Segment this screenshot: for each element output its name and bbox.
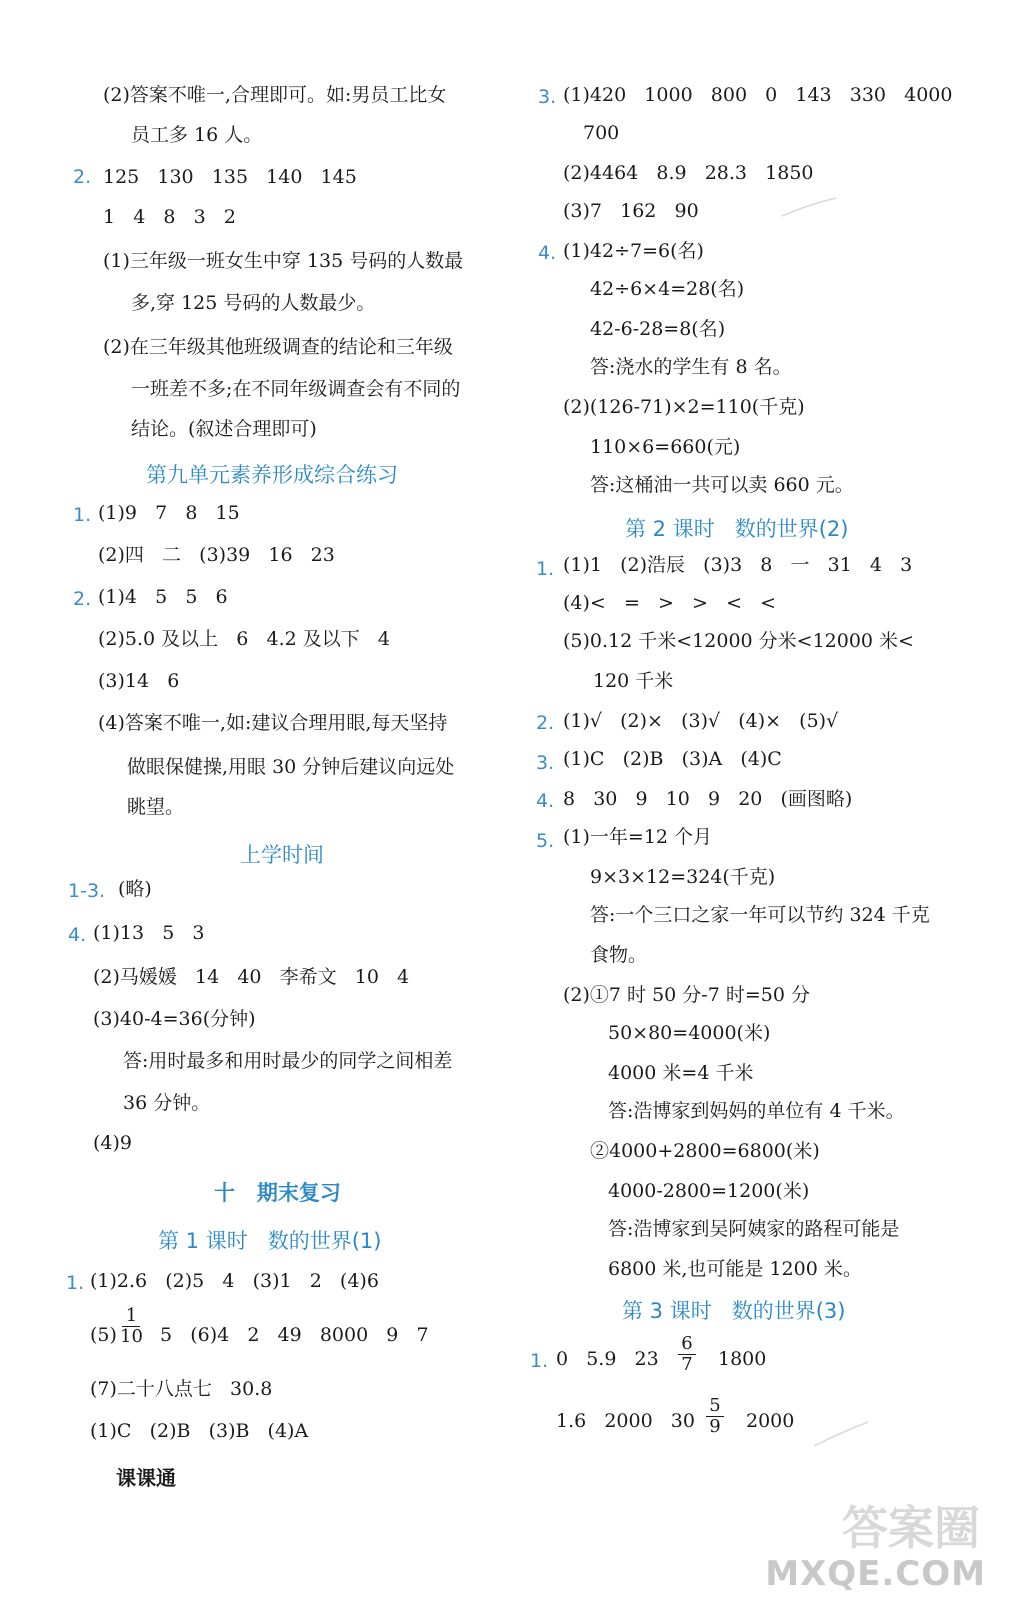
answer-line: 1800	[718, 1348, 767, 1370]
answer-line: 答:这桶油一共可以卖 660 元。	[590, 474, 854, 496]
answer-line: 1.6 2000 30	[556, 1410, 695, 1432]
answer-line: (5)0.12 千米<12000 分米<12000 米<	[563, 630, 914, 652]
answer-line: 42÷6×4=28(名)	[590, 278, 745, 300]
answer-line: (2)马媛媛 14 40 李希文 10 4	[93, 966, 410, 988]
question-number: 1.	[536, 558, 555, 580]
answer-line: 答:浩博家到吴阿姨家的路程可能是	[608, 1218, 900, 1240]
answer-line: 6800 米,也可能是 1200 米。	[608, 1258, 862, 1280]
answer-line: (1)9 7 8 15	[98, 502, 240, 524]
answer-line: ②4000+2800=6800(米)	[590, 1140, 820, 1162]
fraction	[706, 1396, 724, 1437]
chapter-heading: 十 期末复习	[214, 1181, 341, 1205]
answer-line: 答:用时最多和用时最少的同学之间相差	[123, 1050, 453, 1072]
answer-line: (1)三年级一班女生中穿 135 号码的人数最	[103, 250, 464, 272]
answer-line: (略)	[118, 878, 152, 900]
fraction	[120, 1306, 143, 1347]
answer-line: 食物。	[590, 944, 648, 966]
answer-line: 一班差不多;在不同年级调查会有不同的	[131, 378, 461, 400]
answer-line: 0 5.9 23	[556, 1348, 659, 1370]
answer-line: (1)42÷7=6(名)	[563, 240, 704, 262]
answer-line: 答:浇水的学生有 8 名。	[590, 356, 792, 378]
question-number: 3.	[538, 86, 557, 108]
answer-line: (2)(126-71)×2=110(千克)	[563, 396, 805, 418]
answer-line: (4)9	[93, 1132, 133, 1154]
question-number: 2.	[536, 712, 555, 734]
answer-line: (2)答案不唯一,合理即可。如:男员工比女	[103, 84, 447, 106]
answer-line: (2)四 二 (3)39 16 23	[98, 544, 335, 566]
answer-line: (1)13 5 3	[93, 922, 205, 944]
question-number: 2.	[73, 588, 92, 610]
answer-line: (1)C (2)B (3)A (4)C	[563, 748, 782, 770]
question-number: 4.	[538, 242, 557, 264]
fraction-denominator: 9	[709, 1416, 721, 1437]
fraction-numerator: 5	[709, 1395, 721, 1416]
question-number: 1-3.	[68, 880, 106, 902]
question-number: 4.	[536, 790, 555, 812]
answer-line: (4)答案不唯一,如:建议合理用眼,每天坚持	[98, 712, 448, 734]
answer-line: (1)1 (2)浩辰 (3)3 8 一 31 4 3	[563, 554, 913, 576]
answer-line: (5)	[90, 1324, 117, 1346]
question-number: 2.	[73, 166, 92, 188]
answer-line: 做眼保健操,用眼 30 分钟后建议向远处	[127, 756, 455, 778]
lesson-heading: 第 1 课时 数的世界(1)	[158, 1229, 382, 1253]
question-number: 1.	[73, 504, 92, 526]
answer-line: (1)C (2)B (3)B (4)A	[90, 1420, 309, 1442]
answer-line: 多,穿 125 号码的人数最少。	[131, 292, 376, 314]
answer-line: (1)一年=12 个月	[563, 826, 713, 848]
lesson-heading: 第 3 课时 数的世界(3)	[622, 1299, 846, 1323]
answer-line: (2)在三年级其他班级调查的结论和三年级	[103, 336, 453, 358]
section-heading: 上学时间	[240, 843, 324, 867]
question-number: 4.	[68, 924, 87, 946]
answer-line: 2000	[746, 1410, 795, 1432]
fraction	[678, 1334, 696, 1375]
answer-line: (1)√ (2)× (3)√ (4)× (5)√	[563, 710, 839, 732]
answer-line: 120 千米	[593, 670, 674, 692]
answer-line: (2)①7 时 50 分-7 时=50 分	[563, 984, 810, 1006]
answer-line: (4)< = > > < <	[563, 592, 777, 614]
section-heading: 第九单元素养形成综合练习	[146, 463, 398, 487]
question-number: 1.	[66, 1272, 85, 1294]
answer-line: (2)4464 8.9 28.3 1850	[563, 162, 814, 184]
answer-line: 700	[583, 122, 620, 144]
decorative-stroke	[812, 1420, 872, 1450]
answer-line: 答:浩博家到妈妈的单位有 4 千米。	[608, 1100, 905, 1122]
answer-line: (7)二十八点七 30.8	[90, 1378, 273, 1400]
watermark-logo: 答案圈	[842, 1501, 980, 1555]
answer-line: 42-6-28=8(名)	[590, 318, 726, 340]
answer-line: 1 4 8 3 2	[103, 206, 236, 228]
answer-line: (1)4 5 5 6	[98, 586, 228, 608]
fraction-denominator: 10	[120, 1326, 143, 1347]
answer-line: (1)2.6 (2)5 4 (3)1 2 (4)6	[90, 1270, 379, 1292]
answer-line: 5 (6)4 2 49 8000 9 7	[160, 1324, 429, 1346]
answer-line: 员工多 16 人。	[131, 124, 263, 146]
question-number: 3.	[536, 752, 555, 774]
answer-line: 110×6=660(元)	[590, 436, 741, 458]
answer-line: 50×80=4000(米)	[608, 1022, 771, 1044]
lesson-heading: 第 2 课时 数的世界(2)	[625, 517, 849, 541]
decorative-stroke	[780, 196, 840, 220]
answer-line: 9×3×12=324(千克)	[590, 866, 776, 888]
answer-line: (3)40-4=36(分钟)	[93, 1008, 256, 1030]
fraction-denominator: 7	[681, 1354, 693, 1375]
footer-brand: 课课通	[116, 1466, 176, 1490]
answer-line: 4000 米=4 千米	[608, 1062, 754, 1084]
answer-line: 36 分钟。	[123, 1092, 211, 1114]
question-number: 1.	[530, 1350, 549, 1372]
answer-line: 4000-2800=1200(米)	[608, 1180, 810, 1202]
answer-line: 答:一个三口之家一年可以节约 324 千克	[590, 904, 930, 926]
answer-line: (1)420 1000 800 0 143 330 4000	[563, 84, 953, 106]
answer-line: 眺望。	[127, 796, 185, 818]
fraction-numerator: 6	[681, 1333, 693, 1354]
answer-line: (2)5.0 及以上 6 4.2 及以下 4	[98, 628, 390, 650]
answer-line: 8 30 9 10 9 20 (画图略)	[563, 788, 853, 810]
answer-line: 结论。(叙述合理即可)	[131, 418, 317, 440]
fraction-numerator: 1	[125, 1305, 138, 1326]
answer-line: 125 130 135 140 145	[103, 166, 357, 188]
answer-line: (3)7 162 90	[563, 200, 699, 222]
question-number: 5.	[536, 830, 555, 852]
answer-line: (3)14 6	[98, 670, 180, 692]
watermark-site: MXQE.COM	[765, 1554, 986, 1594]
